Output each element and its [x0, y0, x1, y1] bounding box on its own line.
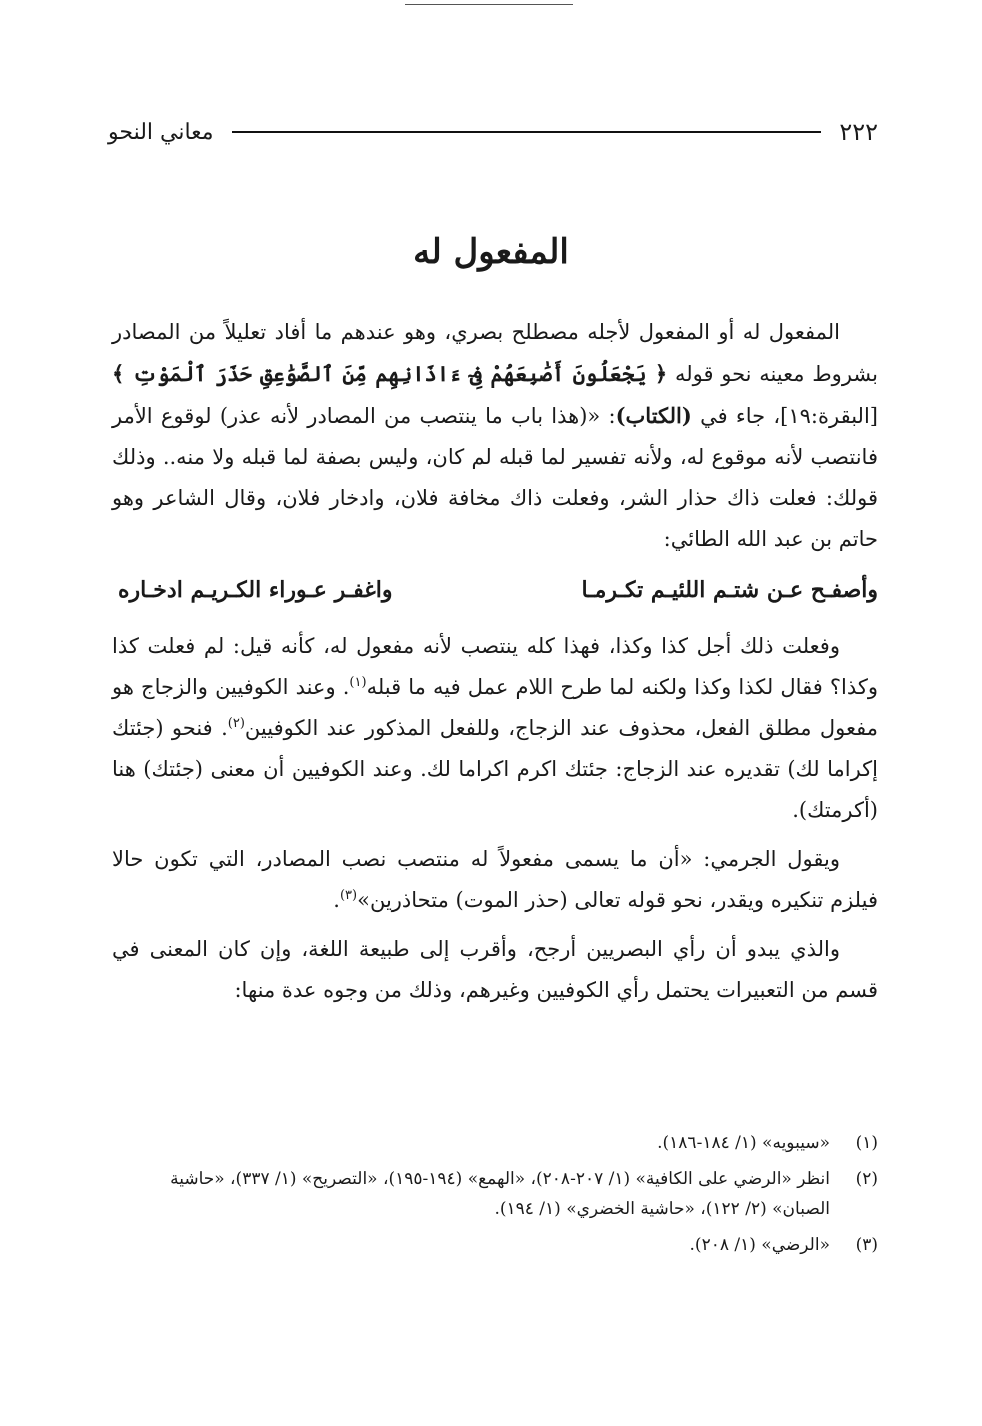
p3-text-b: .: [333, 888, 340, 912]
paragraph-4: والذي يبدو أن رأي البصريين أرجح، وأقرب إلى طبيعة اللغة، وإن كان المعنى في قسم من التعبيرات يحتمل رأي الكوفيين وغيرهم، وذلك من وجوه عدة منها:: [112, 937, 878, 1002]
footnote-ref-1: (١): [349, 675, 367, 690]
footnotes: [112, 1128, 878, 1266]
chapter-title: المفعول له: [413, 232, 569, 272]
poem-verse: [112, 570, 878, 610]
page-header: [108, 112, 878, 152]
footnote-number: (١): [855, 1133, 878, 1153]
paragraph-3: [112, 839, 878, 921]
poem-hemistich-2: واغفـر عـوراء الكـريـم ادخـاره: [118, 577, 393, 603]
p3-text-a: ويقول الجرمي: «أن ما يسمى مفعولاً له منتصب نصب المصادر، التي تكون حالا فيلزم تنكيره ويقدر، نحو قوله تعالى (حذر الموت) متحاذرين»: [112, 847, 878, 912]
page-number: ٢٢٢: [839, 118, 878, 146]
footnote-text: «سيبويه» (١/ ١٨٤-١٨٦).: [657, 1133, 830, 1153]
p2-text-a: وفعلت ذلك أجل كذا وكذا، فهذا كله ينتصب لأنه مفعول له، كأنه قيل: لم فعلت كذا وكذا؟ فقال لكذا وكذا ولكنه لما طرح اللام عمل فيه ما قبله: [112, 634, 878, 699]
footnote-text: «الرضي» (١/ ٢٠٨).: [689, 1235, 830, 1255]
paragraph-2: [112, 626, 878, 831]
paragraph-1: [112, 312, 878, 560]
footnote-number: (٢): [855, 1169, 878, 1189]
footnote-1: [112, 1128, 878, 1158]
p1-text: المفعول له أو المفعول لأجله مصطلح بصري، وهو عندهم ما أفاد تعليلاً من المصادر بشروط معينه نحو قوله: [112, 320, 878, 386]
p2-text-c: . فنحو (جئتك إكراما لك) تقديره عند الزجاج: جئتك اكرم اكراما لك. وعند الكوفيين أن معنى (جئتك) هنا (أكرمتك).: [112, 716, 878, 822]
footnote-3: [112, 1230, 878, 1260]
footnote-ref-3: (٣): [339, 888, 358, 903]
footnote-2: [112, 1164, 878, 1224]
footnote-ref-2: (٢): [227, 716, 245, 731]
poem-hemistich-1: وأصفـح عـن شتـم اللئيـم تكـرمـا: [581, 577, 878, 603]
p2-text-b: . وعند الكوفيين والزجاج هو مفعول مطلق الفعل، محذوف عند الزجاج، وللفعل المذكور عند الكوفيين: [112, 675, 878, 740]
p1-rest: : «(هذا باب ما ينتصب من المصادر لأنه عذر) لوقوع الأمر فانتصب لأنه موقوع له، ولأنه تفسير لما قبله لم كان، وليس بصفة لما قبله ولا منه.. وذلك قولك: فعلت ذاك حذار الشر، وفعلت ذاك مخافة فلان، وادخار فلان، وقال الشاعر وهو حاتم بن عبد الله الطائي:: [112, 404, 878, 551]
footnote-text: انظر «الرضي على الكافية» (١/ ٢٠٧-٢٠٨)، «الهمع» (١٩٤-١٩٥)، «التصريح» (١/ ٣٣٧)، «حاشية الصبان» (٢/ ١٢٢)، «حاشية الخضري» (١/ ١٩٤).: [170, 1169, 830, 1219]
book-name: (الكتاب): [615, 403, 692, 428]
header-rule: [232, 131, 822, 133]
quran-verse: ﴿ يَجْعَلُونَ أَصَٰبِعَهُمْ فِىٓ ءَاذَانِهِم مِّنَ ٱلصَّوَٰعِقِ حَذَرَ ٱلْمَوْتِ ﴾: [112, 361, 668, 386]
running-title: معاني النحو: [108, 119, 214, 145]
verse-reference: [البقرة:١٩]، جاء في: [700, 404, 878, 428]
top-edge-rule: [405, 4, 573, 5]
body-text: [112, 312, 878, 1019]
footnote-number: (٣): [855, 1235, 878, 1255]
